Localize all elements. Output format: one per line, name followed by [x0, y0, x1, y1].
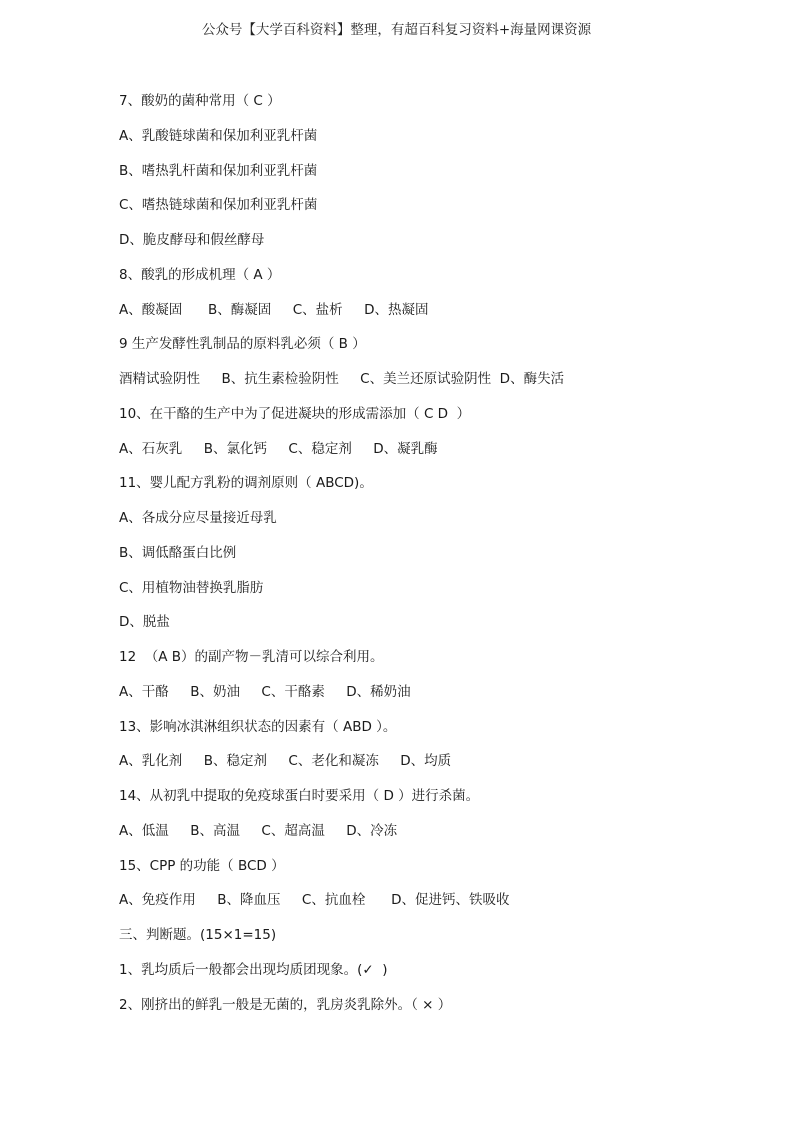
question-13: 13、影响冰淇淋组织状态的因素有（ ABD ）。 — [119, 718, 397, 735]
question-9: 9 生产发酵性乳制品的原料乳必须（ B ） — [119, 336, 366, 353]
option-7a: A、乳酸链球菌和保加利亚乳杆菌 — [119, 127, 318, 144]
question-10: 10、在干酪的生产中为了促进凝块的形成需添加（ C D ） — [119, 405, 471, 422]
option-11b: B、调低酪蛋白比例 — [119, 544, 237, 561]
judgment-1: 1、乳均质后一般都会出现均质团现象。(✓ ) — [119, 961, 388, 978]
judgment-2: 2、刚挤出的鲜乳一般是无菌的，乳房炎乳除外。（ × ） — [119, 996, 452, 1013]
option-7d: D、脆皮酵母和假丝酵母 — [119, 232, 265, 248]
question-15: 15、CPP 的功能（ BCD ） — [119, 857, 285, 874]
option-11d: D、脱盐 — [119, 614, 170, 631]
question-14: 14、从初乳中提取的免疫球蛋白时要采用（ D ）进行杀菌。 — [119, 788, 480, 804]
option-7c: C、嗜热链球菌和保加利亚乳杆菌 — [119, 197, 318, 214]
document-body — [119, 91, 759, 1029]
page-header: 公众号【大学百科资料】整理，有超百科复习资料+海量网课资源 — [201, 22, 592, 38]
options-12: A、干酪 B、奶油 C、干酪素 D、稀奶油 — [119, 683, 411, 700]
options-13: A、乳化剂 B、稳定剂 C、老化和凝冻 D、均质 — [119, 753, 452, 770]
question-12: 12 （A B）的副产物－乳清可以综合利用。 — [119, 649, 384, 665]
option-11c: C、用植物油替换乳脂肪 — [119, 579, 264, 596]
option-7b: B、嗜热乳杆菌和保加利亚乳杆菌 — [119, 162, 318, 179]
options-10: A、石灰乳 B、氯化钙 C、稳定剂 D、凝乳酶 — [119, 440, 438, 457]
options-8: A、酸凝固 B、酶凝固 C、盐析 D、热凝固 — [119, 301, 429, 318]
question-7: 7、酸奶的菌种常用（ C ） — [119, 93, 281, 109]
options-9: 酒精试验阴性 B、抗生素检验阴性 C、美兰还原试验阴性 D、酶失活 — [119, 371, 565, 387]
options-15: A、免疫作用 B、降血压 C、抗血栓 D、促进钙、铁吸收 — [119, 892, 510, 909]
options-14: A、低温 B、高温 C、超高温 D、冷冻 — [119, 822, 398, 839]
section-heading-judgment: 三、判断题。(15×1=15) — [119, 927, 277, 943]
question-11: 11、婴儿配方乳粉的调剂原则（ ABCD)。 — [119, 475, 373, 492]
option-11a: A、各成分应尽量接近母乳 — [119, 510, 277, 526]
question-8: 8、酸乳的形成机理（ A ） — [119, 266, 281, 283]
